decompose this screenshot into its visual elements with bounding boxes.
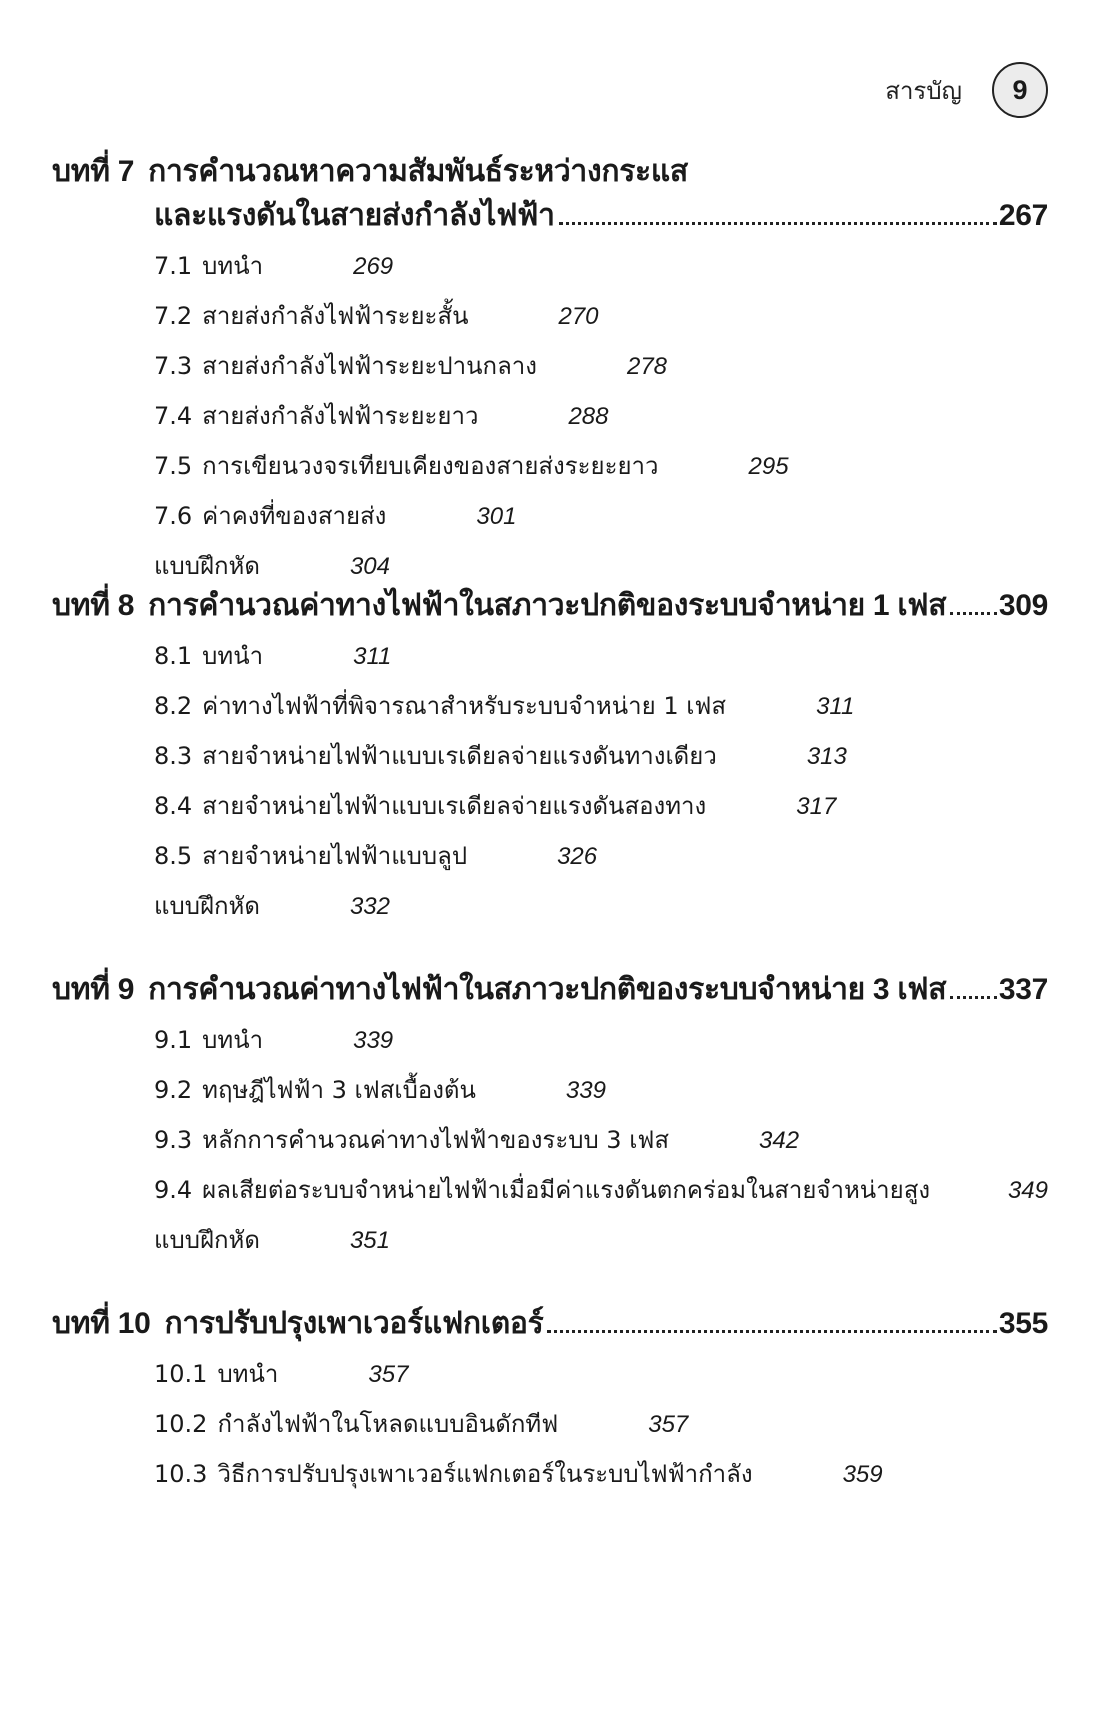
section-entry[interactable] <box>154 496 1048 546</box>
section-number: 7.2 <box>154 302 193 330</box>
section-entry[interactable] <box>154 686 1048 736</box>
section-entry[interactable] <box>154 346 1048 396</box>
section-page: 339 <box>565 1077 606 1104</box>
section-entry[interactable] <box>154 1454 1048 1504</box>
section-page: 359 <box>842 1461 883 1488</box>
chapter-label: บทที่ 7 <box>52 155 135 188</box>
page-number-badge <box>992 62 1048 118</box>
section-entry[interactable] <box>154 836 1048 886</box>
section-list <box>52 636 1048 936</box>
section-number: 7.4 <box>154 402 193 430</box>
section-number: 9.1 <box>154 1026 193 1054</box>
section-title: การเขียนวงจรเทียบเคียงของสายส่งระยะยาว <box>202 452 659 480</box>
section-page: 317 <box>796 793 837 820</box>
section-entry[interactable] <box>154 636 1048 686</box>
section-list <box>52 246 1048 596</box>
chapter-title: การปรับปรุงเพาเวอร์แฟกเตอร์ <box>164 1307 544 1340</box>
section-number: 10.3 <box>154 1460 208 1488</box>
section-page: 357 <box>648 1411 689 1438</box>
section-page: 304 <box>349 553 390 580</box>
section-title: สายจำหน่ายไฟฟ้าแบบเรเดียลจ่ายแรงดันทางเดียว <box>202 742 717 770</box>
chapter-10 <box>52 1302 1048 1504</box>
section-title: สายส่งกำลังไฟฟ้าระยะยาว <box>202 402 479 430</box>
section-entry[interactable] <box>154 396 1048 446</box>
section-title: แบบฝึกหัด <box>154 552 260 580</box>
section-page: 339 <box>353 1027 394 1054</box>
chapter-page: 355 <box>998 1307 1048 1340</box>
chapter-page: 309 <box>998 589 1048 622</box>
section-number: 9.3 <box>154 1126 193 1154</box>
chapter-heading[interactable] <box>52 150 1048 194</box>
dot-leader <box>547 1330 996 1333</box>
section-title: บทนำ <box>217 1360 279 1388</box>
section-number: 8.4 <box>154 792 193 820</box>
page-number: 9 <box>1012 74 1028 105</box>
section-page: 313 <box>806 743 847 770</box>
section-page: 326 <box>557 843 598 870</box>
page-header <box>885 62 1048 118</box>
section-number: 9.4 <box>154 1176 193 1204</box>
chapter-heading[interactable] <box>52 1302 1048 1346</box>
section-page: 357 <box>368 1361 409 1388</box>
section-page: 278 <box>626 353 668 380</box>
chapter-label: บทที่ 8 <box>52 589 135 622</box>
section-page: 311 <box>353 643 392 670</box>
section-number: 7.3 <box>154 352 193 380</box>
section-entry[interactable] <box>154 246 1048 296</box>
chapter-label: บทที่ 10 <box>52 1307 151 1340</box>
chapter-8 <box>52 584 1048 936</box>
section-entry[interactable] <box>154 1020 1048 1070</box>
section-title: ค่าทางไฟฟ้าที่พิจารณาสำหรับระบบจำหน่าย 1 เฟส <box>202 692 727 720</box>
section-list <box>52 1020 1048 1270</box>
section-entry[interactable] <box>154 1170 1048 1220</box>
section-entry[interactable] <box>154 736 1048 786</box>
chapter-title: การคำนวณค่าทางไฟฟ้าในสภาวะปกติของระบบจำหน่าย 3 เฟส <box>148 973 947 1006</box>
section-number: 8.3 <box>154 742 193 770</box>
section-page: 311 <box>816 693 855 720</box>
section-page: 342 <box>759 1127 800 1154</box>
chapter-9 <box>52 968 1048 1270</box>
section-entry[interactable] <box>154 786 1048 836</box>
section-title: สายส่งกำลังไฟฟ้าระยะปานกลาง <box>202 352 537 380</box>
section-title: ค่าคงที่ของสายส่ง <box>202 502 387 530</box>
section-title: กำลังไฟฟ้าในโหลดแบบอินดักทีฟ <box>217 1410 559 1438</box>
chapter-title: การคำนวณหาความสัมพันธ์ระหว่างกระแส <box>148 155 688 188</box>
section-title: บทนำ <box>202 642 264 670</box>
section-page: 295 <box>748 453 789 480</box>
section-number: 8.2 <box>154 692 193 720</box>
section-page: 270 <box>558 303 599 330</box>
section-title: ผลเสียต่อระบบจำหน่ายไฟฟ้าเมื่อมีค่าแรงดันตกคร่อมในสายจำหน่ายสูง <box>202 1176 931 1204</box>
section-page: 301 <box>476 503 517 530</box>
chapter-heading-continued[interactable] <box>52 194 1048 238</box>
chapter-heading[interactable] <box>52 584 1048 628</box>
dot-leader <box>559 222 997 225</box>
section-page: 351 <box>349 1227 390 1254</box>
running-header: สารบัญ <box>885 76 962 105</box>
section-title: แบบฝึกหัด <box>154 1226 260 1254</box>
exercises-entry[interactable] <box>154 886 1048 936</box>
section-title: สายจำหน่ายไฟฟ้าแบบลูป <box>202 842 468 870</box>
section-title: บทนำ <box>202 1026 264 1054</box>
section-number: 7.5 <box>154 452 193 480</box>
section-page: 269 <box>353 253 394 280</box>
chapter-title: การคำนวณค่าทางไฟฟ้าในสภาวะปกติของระบบจำหน่าย 1 เฟส <box>148 589 947 622</box>
section-title: สายจำหน่ายไฟฟ้าแบบเรเดียลจ่ายแรงดันสองทาง <box>202 792 707 820</box>
section-title: บทนำ <box>202 252 264 280</box>
section-title: ทฤษฎีไฟฟ้า 3 เฟสเบื้องต้น <box>202 1076 476 1104</box>
section-list <box>52 1354 1048 1504</box>
section-number: 10.2 <box>154 1410 208 1438</box>
dot-leader <box>950 996 997 999</box>
section-entry[interactable] <box>154 1354 1048 1404</box>
chapter-title-line2: และแรงดันในสายส่งกำลังไฟฟ้า <box>154 199 555 232</box>
chapter-heading[interactable] <box>52 968 1048 1012</box>
section-entry[interactable] <box>154 1404 1048 1454</box>
section-title: วิธีการปรับปรุงเพาเวอร์แฟกเตอร์ในระบบไฟฟ้ากำลัง <box>217 1460 753 1488</box>
section-title: หลักการคำนวณค่าทางไฟฟ้าของระบบ 3 เฟส <box>202 1126 670 1154</box>
exercises-entry[interactable] <box>154 1220 1048 1270</box>
section-number: 10.1 <box>154 1360 208 1388</box>
section-page: 349 <box>1007 1177 1048 1204</box>
section-page: 332 <box>349 893 390 920</box>
section-number: 7.1 <box>154 252 193 280</box>
section-entry[interactable] <box>154 446 1048 496</box>
section-number: 8.5 <box>154 842 193 870</box>
section-entry[interactable] <box>154 1070 1048 1120</box>
chapter-label: บทที่ 9 <box>52 973 135 1006</box>
section-page: 288 <box>568 403 609 430</box>
section-entry[interactable] <box>154 1120 1048 1170</box>
section-number: 8.1 <box>154 642 193 670</box>
section-number: 9.2 <box>154 1076 193 1104</box>
section-entry[interactable] <box>154 296 1048 346</box>
dot-leader <box>950 612 997 615</box>
chapter-7 <box>52 150 1048 596</box>
chapter-page: 267 <box>998 199 1048 232</box>
section-number: 7.6 <box>154 502 193 530</box>
chapter-page: 337 <box>998 973 1048 1006</box>
section-title: แบบฝึกหัด <box>154 892 260 920</box>
section-title: สายส่งกำลังไฟฟ้าระยะสั้น <box>202 302 469 330</box>
